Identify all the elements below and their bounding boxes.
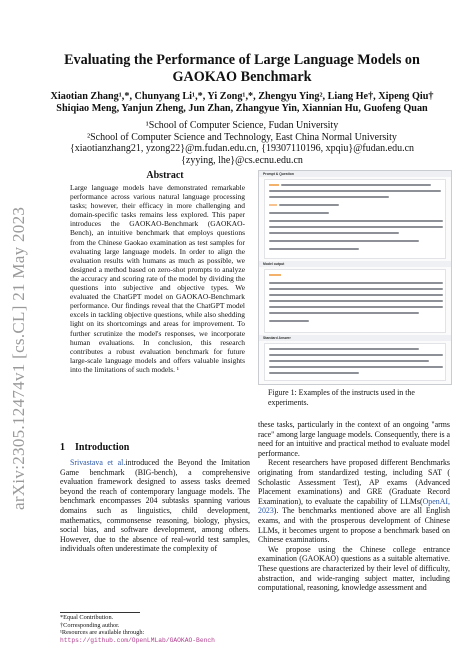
figure-1 bbox=[258, 170, 452, 385]
authors-line-1: Xiaotian Zhang¹,*, Chunyang Li¹,*, Yi Zong¹,*, Zhengyu Ying², Liang He†, Xipeng Qiu† bbox=[50, 91, 434, 102]
arxiv-stamp bbox=[4, 180, 34, 510]
abstract-heading: Abstract bbox=[146, 170, 184, 181]
figure-model-output-box bbox=[264, 269, 446, 333]
affiliations bbox=[40, 120, 444, 166]
footnote-equal-contribution: *Equal Contribution. bbox=[60, 614, 114, 621]
right-paragraph-1: these tasks, particularly in the context of an ongoing "arms race" among large language models. Consequently, there is a need for an intuitive and practical method to evaluate model performance. bbox=[258, 420, 450, 458]
introduction-paragraph bbox=[60, 458, 250, 554]
figure-band-model-output: Model output bbox=[259, 261, 451, 267]
figure-standard-answer-box bbox=[264, 343, 446, 381]
right-paragraph-2-post: ). The benchmarks mentioned above are all English exams, and with the prosperous development of Chinese LLMs, it becomes urgent to propose a benchmark based on Chinese examinations. bbox=[258, 506, 450, 545]
section-title: Introduction bbox=[75, 442, 130, 453]
right-paragraph-3: We propose using the Chinese college entrance examination (GAOKAO) questions as a suitable alternative. These questions are characterized by their level of difficulty, abstraction, and wide-ranging subject matter, including computational, reasoning, knowledge assessment and bbox=[258, 544, 450, 593]
authors-line-2: Shiqiao Meng, Yanjun Zheng, Jun Zhan, Zhangyue Yin, Xiannian Hu, Guofeng Quan bbox=[56, 103, 428, 114]
figure-1-caption: Figure 1: Examples of the instructs used in the experiments. bbox=[268, 388, 415, 407]
figure-band-standard-answer: Standard Answer bbox=[259, 335, 451, 341]
footnote-resources bbox=[60, 629, 250, 644]
section-heading-introduction bbox=[60, 442, 139, 453]
author-list bbox=[40, 91, 444, 115]
footnote-resources-prefix: ¹Resources are available through: bbox=[60, 629, 145, 637]
figure-band-prompt: Prompt & Question bbox=[259, 171, 451, 177]
right-paragraph-2 bbox=[258, 458, 450, 544]
right-paragraph-2-pre: Recent researchers have proposed different Benchmarks originating from standardized testing, including SAT ( Scholastic Assessment Test), AP exams (Advanced Placement examinations) and GRE (Graduate Record Examination), to evaluate the capability of LLMs( bbox=[258, 458, 450, 506]
emails-1: {xiaotianzhang21, yzong22}@m.fudan.edu.cn, {19307110196, xpqiu}@fudan.edu.cn bbox=[69, 143, 415, 154]
abstract-text: Large language models have demonstrated remarkable performance across various natural language processing tasks; however, their efficacy in more challenging and domain-specific tasks remains less explored. This paper introduces the GAOKAO-Benchmark (GAOKAO-Bench), an intuitive benchmark that employs questions from the Chinese Gaokao examination as test samples for evaluating large language models. In order to align the evaluation results with humans as much as possible, we designed a method based on zero-shot prompts to analyze the accuracy and scoring rate of the model by dividing the questions into subjective and objective types. We evaluated the ChatGPT model on GAOKAO-Benchmark performance. Our findings reveal that the ChatGPT model excels in tackling objective questions, while also shedding light on its shortcomings and areas for improvement. To further scrutinize the model's responses, we incorporate human evaluations. In conclusion, this research contributes a robust evaluation benchmark for future large-scale language models and offers valuable insights into the limitations of such models. ¹ bbox=[70, 183, 245, 374]
citation-link-openai[interactable]: OpenAI, 2023 bbox=[258, 496, 450, 516]
figure-prompt-box bbox=[264, 179, 446, 259]
affiliation-2: ²School of Computer Science and Technology, East China Normal University bbox=[87, 131, 397, 143]
affiliation-1: ¹School of Computer Science, Fudan University bbox=[145, 120, 339, 131]
emails-2: {zyying, lhe}@cs.ecnu.edu.cn bbox=[181, 154, 303, 166]
citation-link-srivastava[interactable]: Srivastava et al. bbox=[70, 458, 126, 467]
footnotes bbox=[60, 614, 250, 644]
section-number: 1 bbox=[60, 442, 65, 453]
footnote-rule bbox=[60, 612, 140, 613]
intro-text: introduced the Beyond the Imitation Game benchmark (BIG-bench), a comprehensive evaluation framework designed to assess tasks deemed beyond the reach of contemporary language models. The benchmark encompasses 204 subtasks spanning various domains such as linguistics, child development, mathematics, commonsense reasoning, biology, physics, social bias, and software development, among others. However, due to the absence of real-world test samples, individuals often underestimate the complexity of bbox=[60, 458, 250, 554]
paper-title: Evaluating the Performance of Large Language Models on GAOKAO Benchmark bbox=[64, 52, 420, 85]
footnote-corresponding: †Corresponding author. bbox=[60, 621, 120, 629]
right-column-text bbox=[258, 420, 450, 593]
arxiv-stamp-text: arXiv:2305.12474v1 [cs.CL] 21 May 2023 bbox=[9, 206, 28, 510]
resources-url-link[interactable]: https://github.com/OpenLMLab/GAOKAO-Bench bbox=[60, 636, 215, 644]
